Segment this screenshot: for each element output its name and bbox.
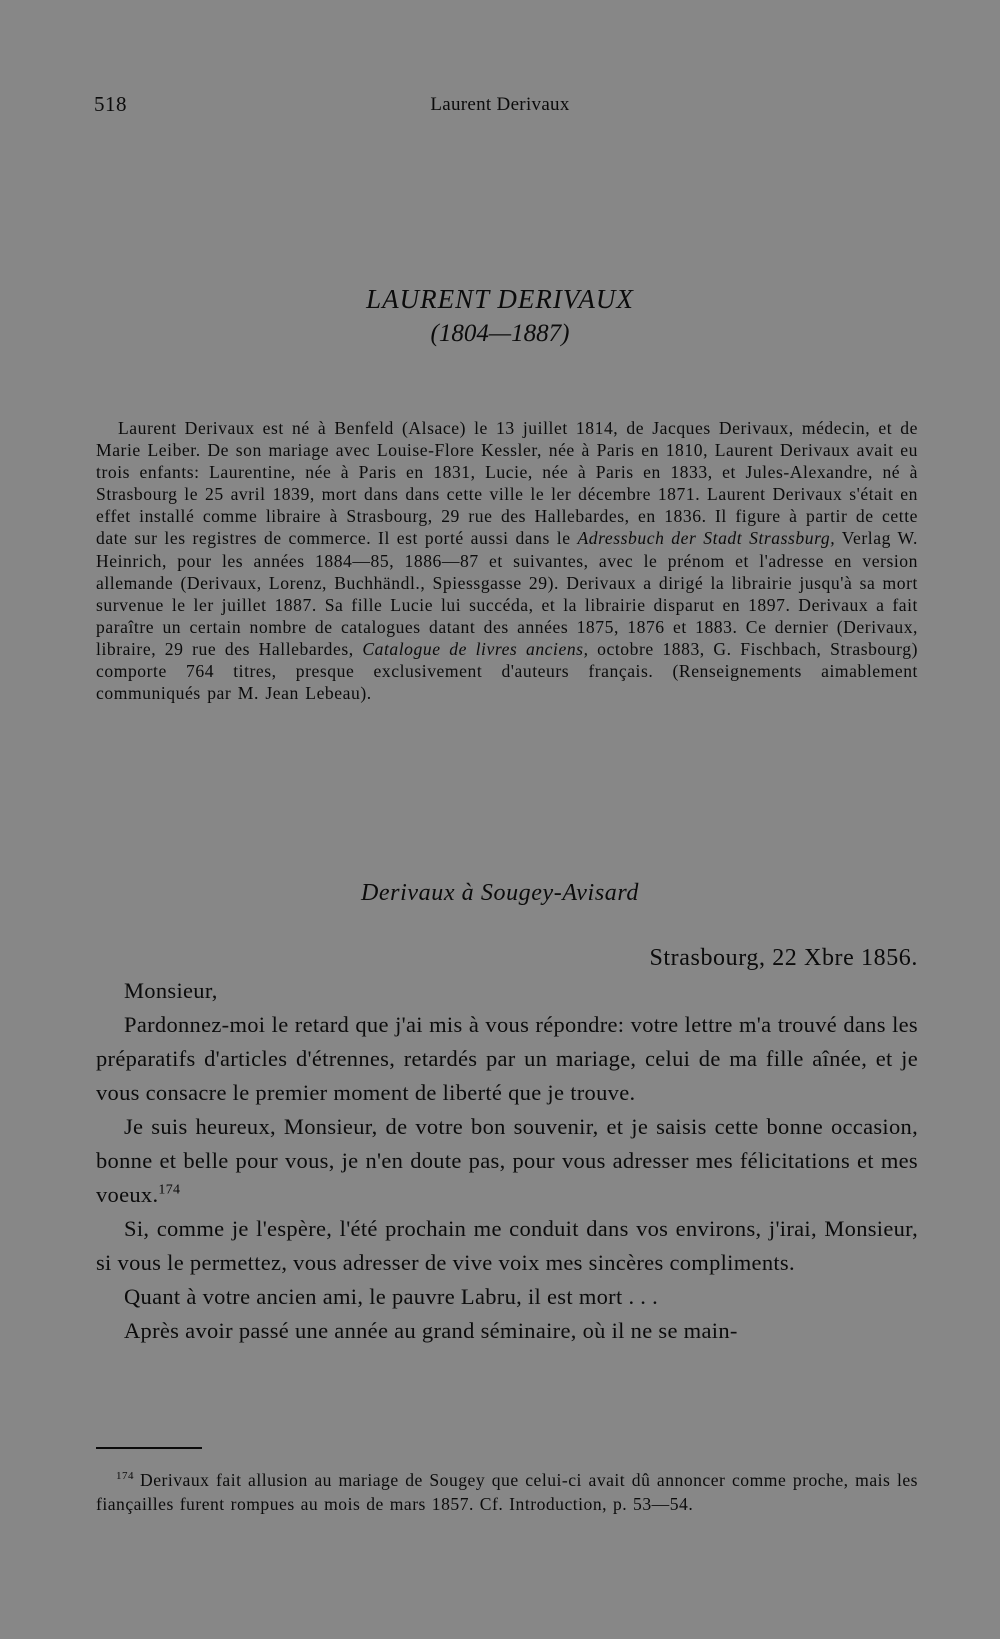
chapter-title: LAURENT DERIVAUX	[366, 284, 634, 314]
intro-italic-title-2: Catalogue de livres anciens,	[362, 638, 589, 659]
running-head: Laurent Derivaux	[430, 94, 570, 115]
letter-body	[96, 974, 918, 1348]
letter-date: Strasbourg, 22 Xbre 1856.	[649, 945, 918, 971]
footnote-divider	[96, 1447, 202, 1449]
intro-text-3: octobre 1883, G. Fischbach, Strasbourg) comporte 764 titres, presque exclusivement d'auteurs français. (Renseignements aimablement communiqués par M. Jean Lebeau).	[96, 638, 918, 704]
letter-paragraph-with-note	[96, 1110, 918, 1212]
intro-text-1: Laurent Derivaux est né à Benfeld (Alsace) le 13 juillet 1814, de Jacques Derivaux, médecin, et de Marie Leiber. De son mariage avec Louise-Flore Kessler, née à Paris en 1810, Laurent Derivaux avait eu trois enfants: Laurentine, née à Paris en 1831, Lucie, née à Paris en 1833, et Jules-Alexandre, né à Strasbourg le 25 avril 1839, mort dans dans cette ville le ler décembre 1871. Laurent Derivaux s'était en effet installé comme libraire à Strasbourg, 29 rue des Hallebardes, en 1836. Il figure à partir de cette date sur les registres de commerce. Il est porté aussi dans le	[96, 418, 918, 549]
chapter-dates: (1804—1887)	[430, 320, 570, 347]
letter-paragraph: Si, comme je l'espère, l'été prochain me conduit dans vos environs, j'irai, Monsieur, si vous le permettez, vous adresser de vive voix mes sincères compliments.	[96, 1216, 918, 1275]
footnote	[96, 1469, 918, 1516]
letter-paragraph: Pardonnez-moi le retard que j'ai mis à vous répondre: votre lettre m'a trouvé dans les préparatifs d'articles d'étrennes, retardés par un mariage, celui de ma fille aînée, et je vous consacre le premier moment de liberté que je trouve.	[96, 1012, 918, 1105]
letter-salutation: Monsieur,	[124, 978, 218, 1003]
footnote-text: Derivaux fait allusion au mariage de Sougey que celui-ci avait dû annoncer comme proche, mais les fiançailles furent rompues au mois de mars 1857. Cf. Introduction, p. 53—54.	[96, 1470, 918, 1514]
intro-italic-title-1: Adressbuch der Stadt Strassburg,	[577, 528, 836, 549]
letter-paragraph-text: Je suis heureux, Monsieur, de votre bon souvenir, et je saisis cette bonne occasion, bonne et belle pour vous, je n'en doute pas, pour vous adresser mes félicitations et mes voeux.	[96, 1114, 918, 1207]
letter-heading: Derivaux à Sougey-Avisard	[360, 880, 640, 906]
page-number: 518	[94, 92, 127, 116]
intro-text-2: Verlag W. Heinrich, pour les années 1884—85, 1886—87 et suivantes, avec le prénom et l'adresse en version allemande (Derivaux, Lorenz, Buchhändl., Spiessgasse 29). Derivaux a dirigé la librairie jusqu'à sa mort survenue le ler juillet 1887. Sa fille Lucie lui succéda, et la librairie disparut en 1897. Derivaux a fait paraître un certain nombre de catalogues datant des années 1875, 1876 et 1883. Ce dernier (Derivaux, libraire, 29 rue des Hallebardes,	[96, 528, 918, 659]
intro-paragraph	[96, 417, 918, 704]
letter-paragraph: Quant à votre ancien ami, le pauvre Labru, il est mort . . .	[124, 1284, 659, 1309]
footnote-reference: 174	[158, 1182, 181, 1198]
letter-paragraph: Après avoir passé une année au grand séminaire, où il ne se main-	[124, 1318, 738, 1343]
footnote-number: 174	[116, 1470, 134, 1483]
